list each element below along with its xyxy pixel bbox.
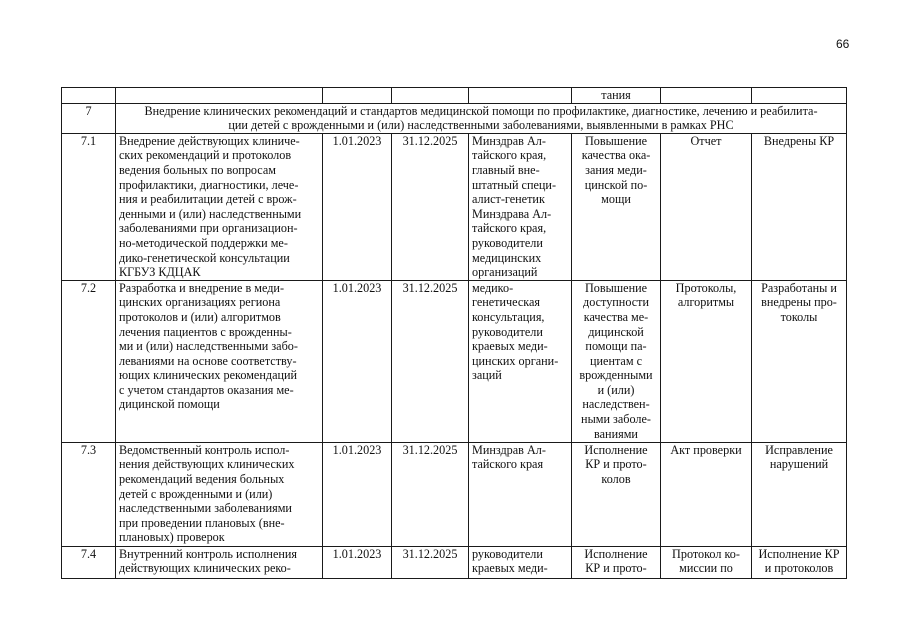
section-number: 7 bbox=[62, 103, 116, 133]
document-line: алгоритмы bbox=[677, 295, 735, 310]
outcome-line: ваниями bbox=[594, 426, 638, 441]
responsible-line: генетическая bbox=[472, 295, 541, 310]
responsible-line: руководители bbox=[472, 235, 543, 250]
outcome-line: колов bbox=[601, 471, 631, 486]
table-row bbox=[62, 442, 847, 546]
responsible-line: медицинских bbox=[472, 250, 542, 265]
outcome-line: Повышение bbox=[584, 280, 648, 295]
task-line: КГБУЗ КДЦАК bbox=[119, 265, 201, 280]
task-line: но-методической поддержки ме- bbox=[119, 235, 288, 250]
document-type bbox=[661, 546, 752, 578]
start-date: 1.01.2023 bbox=[323, 280, 392, 442]
outcome bbox=[572, 442, 661, 546]
outcome-line: цинской по- bbox=[584, 177, 648, 192]
task-line: лечения пациентов с врожденны- bbox=[119, 324, 292, 339]
row-number: 7.1 bbox=[62, 133, 116, 280]
document-type bbox=[661, 133, 752, 280]
responsible-line: алист-генетик bbox=[472, 192, 545, 207]
task-line: Внутренний контроль исполнения bbox=[119, 546, 298, 561]
outcome-line: наследствен- bbox=[582, 397, 650, 412]
document-line: Отчет bbox=[690, 133, 722, 148]
task-text bbox=[116, 280, 323, 442]
responsible-line: Минздрав Ал- bbox=[472, 442, 546, 457]
result-line: Исправление bbox=[765, 442, 833, 457]
task-line: нения действующих клинических bbox=[119, 457, 295, 472]
end-date: 31.12.2025 bbox=[392, 546, 469, 578]
section-title-line: ции детей с врожденными и (или) наследственными заболеваниями, выявленными в рамках РНС bbox=[228, 118, 734, 133]
task-line: наследственными заболеваниями bbox=[119, 501, 292, 516]
responsible-line: цинских органи- bbox=[472, 353, 559, 368]
start-date: 1.01.2023 bbox=[323, 546, 392, 578]
outcome-fragment: тания bbox=[601, 88, 631, 102]
responsible bbox=[469, 546, 572, 578]
task-line: Ведомственный контроль испол- bbox=[119, 442, 290, 457]
responsible-line: тайского края bbox=[472, 457, 544, 472]
end-date: 31.12.2025 bbox=[392, 280, 469, 442]
task-line: леваниями на основе соответству- bbox=[119, 353, 297, 368]
responsible-line: штатный специ- bbox=[472, 177, 557, 192]
row-number: 7.2 bbox=[62, 280, 116, 442]
start-date: 1.01.2023 bbox=[323, 133, 392, 280]
task-line: дицинской помощи bbox=[119, 397, 220, 412]
task-line: с учетом стандартов оказания ме- bbox=[119, 382, 294, 397]
task-line: детей с врожденными и (или) bbox=[119, 486, 273, 501]
start-date: 1.01.2023 bbox=[323, 442, 392, 546]
task-text bbox=[116, 546, 323, 578]
outcome bbox=[572, 546, 661, 578]
result bbox=[752, 280, 847, 442]
responsible-line: руководители bbox=[472, 546, 543, 561]
task-line: ских рекомендаций и протоколов bbox=[119, 148, 292, 163]
row-number: 7.4 bbox=[62, 546, 116, 578]
responsible bbox=[469, 442, 572, 546]
task-line: Разработка и внедрение в меди- bbox=[119, 280, 285, 295]
responsible-line: Минздрава Ал- bbox=[472, 206, 552, 221]
outcome bbox=[572, 133, 661, 280]
task-text bbox=[116, 442, 323, 546]
result-line: токолы bbox=[780, 309, 818, 324]
task-line: рекомендаций ведения больных bbox=[119, 471, 285, 486]
task-line: денными и (или) наследственными bbox=[119, 206, 302, 221]
responsible-line: медико- bbox=[472, 280, 514, 295]
result-line: внедрены про- bbox=[761, 295, 837, 310]
task-line: при проведении плановых (вне- bbox=[119, 515, 285, 530]
document-line: Акт проверки bbox=[670, 442, 742, 457]
table-row bbox=[62, 546, 847, 578]
action-plan-table bbox=[61, 87, 847, 579]
task-line: ведения больных по вопросам bbox=[119, 162, 276, 177]
table-row-continuation bbox=[62, 88, 847, 104]
cell-start bbox=[323, 88, 392, 104]
cell-end bbox=[392, 88, 469, 104]
outcome-line: Исполнение bbox=[584, 442, 648, 457]
result-line: Разработаны и bbox=[761, 280, 837, 295]
result-line: Исполнение КР bbox=[758, 546, 840, 561]
outcome-line: врожденными bbox=[579, 368, 653, 383]
responsible-line: руководители bbox=[472, 324, 543, 339]
task-line: дико-генетической консультации bbox=[119, 250, 290, 265]
responsible-line: Минздрав Ал- bbox=[472, 133, 546, 148]
document-line: Протоколы, bbox=[675, 280, 737, 295]
outcome-line: циентам с bbox=[589, 353, 643, 368]
outcome-line: дицинской bbox=[588, 324, 644, 339]
responsible-line: тайского края, bbox=[472, 148, 547, 163]
page-number: 66 bbox=[836, 37, 850, 51]
result bbox=[752, 133, 847, 280]
task-line: профилактики, диагностики, лече- bbox=[119, 177, 299, 192]
outcome-line: ными заболе- bbox=[581, 412, 651, 427]
document-type bbox=[661, 280, 752, 442]
outcome-line: мощи bbox=[601, 192, 631, 207]
cell-result bbox=[752, 88, 847, 104]
cell-responsible bbox=[469, 88, 572, 104]
task-line: ющих клинических рекомендаций bbox=[119, 368, 298, 383]
task-line: протоколов и (или) алгоритмов bbox=[119, 309, 281, 324]
outcome-line: помощи па- bbox=[585, 339, 647, 354]
cell-outcome bbox=[572, 88, 661, 104]
result bbox=[752, 442, 847, 546]
end-date: 31.12.2025 bbox=[392, 133, 469, 280]
responsible bbox=[469, 133, 572, 280]
outcome-line: качества ме- bbox=[583, 309, 649, 324]
task-line: ния и реабилитации детей с врож- bbox=[119, 192, 297, 207]
responsible-line: заций bbox=[472, 368, 502, 383]
outcome-line: Повышение bbox=[584, 133, 648, 148]
outcome-line: КР и прото- bbox=[585, 561, 647, 576]
table-row bbox=[62, 280, 847, 442]
task-line: заболеваниями при организацион- bbox=[119, 221, 298, 236]
responsible-line: организаций bbox=[472, 265, 538, 280]
outcome-line: качества ока- bbox=[581, 148, 651, 163]
responsible-line: краевых меди- bbox=[472, 339, 548, 354]
table-row bbox=[62, 133, 847, 280]
result bbox=[752, 546, 847, 578]
result-line: и протоколов bbox=[764, 561, 834, 576]
responsible-line: краевых меди- bbox=[472, 561, 548, 576]
outcome bbox=[572, 280, 661, 442]
section-title-line: Внедрение клинических рекомендаций и стандартов медицинской помощи по профилактике, диагностике, лечению и реабилита- bbox=[144, 103, 818, 118]
task-text bbox=[116, 133, 323, 280]
task-line: ми и (или) наследственными забо- bbox=[119, 339, 298, 354]
document-line: Протокол ко- bbox=[672, 546, 740, 561]
responsible bbox=[469, 280, 572, 442]
result-line: нарушений bbox=[769, 457, 829, 472]
section-title bbox=[116, 103, 847, 133]
task-line: Внедрение действующих клиниче- bbox=[119, 133, 300, 148]
task-line: действующих клинических реко- bbox=[119, 561, 291, 576]
end-date: 31.12.2025 bbox=[392, 442, 469, 546]
outcome-line: доступности bbox=[583, 295, 649, 310]
row-number: 7.3 bbox=[62, 442, 116, 546]
outcome-line: КР и прото- bbox=[585, 457, 647, 472]
task-line: плановых) проверок bbox=[119, 530, 225, 545]
task-line: цинских организациях региона bbox=[119, 295, 281, 310]
responsible-line: тайского края, bbox=[472, 221, 547, 236]
outcome-line: зания меди- bbox=[585, 162, 647, 177]
responsible-line: консультация, bbox=[472, 309, 545, 324]
outcome-line: Исполнение bbox=[584, 546, 648, 561]
responsible-line: главный вне- bbox=[472, 162, 540, 177]
document-line: миссии по bbox=[679, 561, 733, 576]
result-line: Внедрены КР bbox=[763, 133, 835, 148]
outcome-line: и (или) bbox=[597, 382, 635, 397]
section-row bbox=[62, 103, 847, 133]
cell-number bbox=[62, 88, 116, 104]
document-type bbox=[661, 442, 752, 546]
cell-document bbox=[661, 88, 752, 104]
cell-task bbox=[116, 88, 323, 104]
